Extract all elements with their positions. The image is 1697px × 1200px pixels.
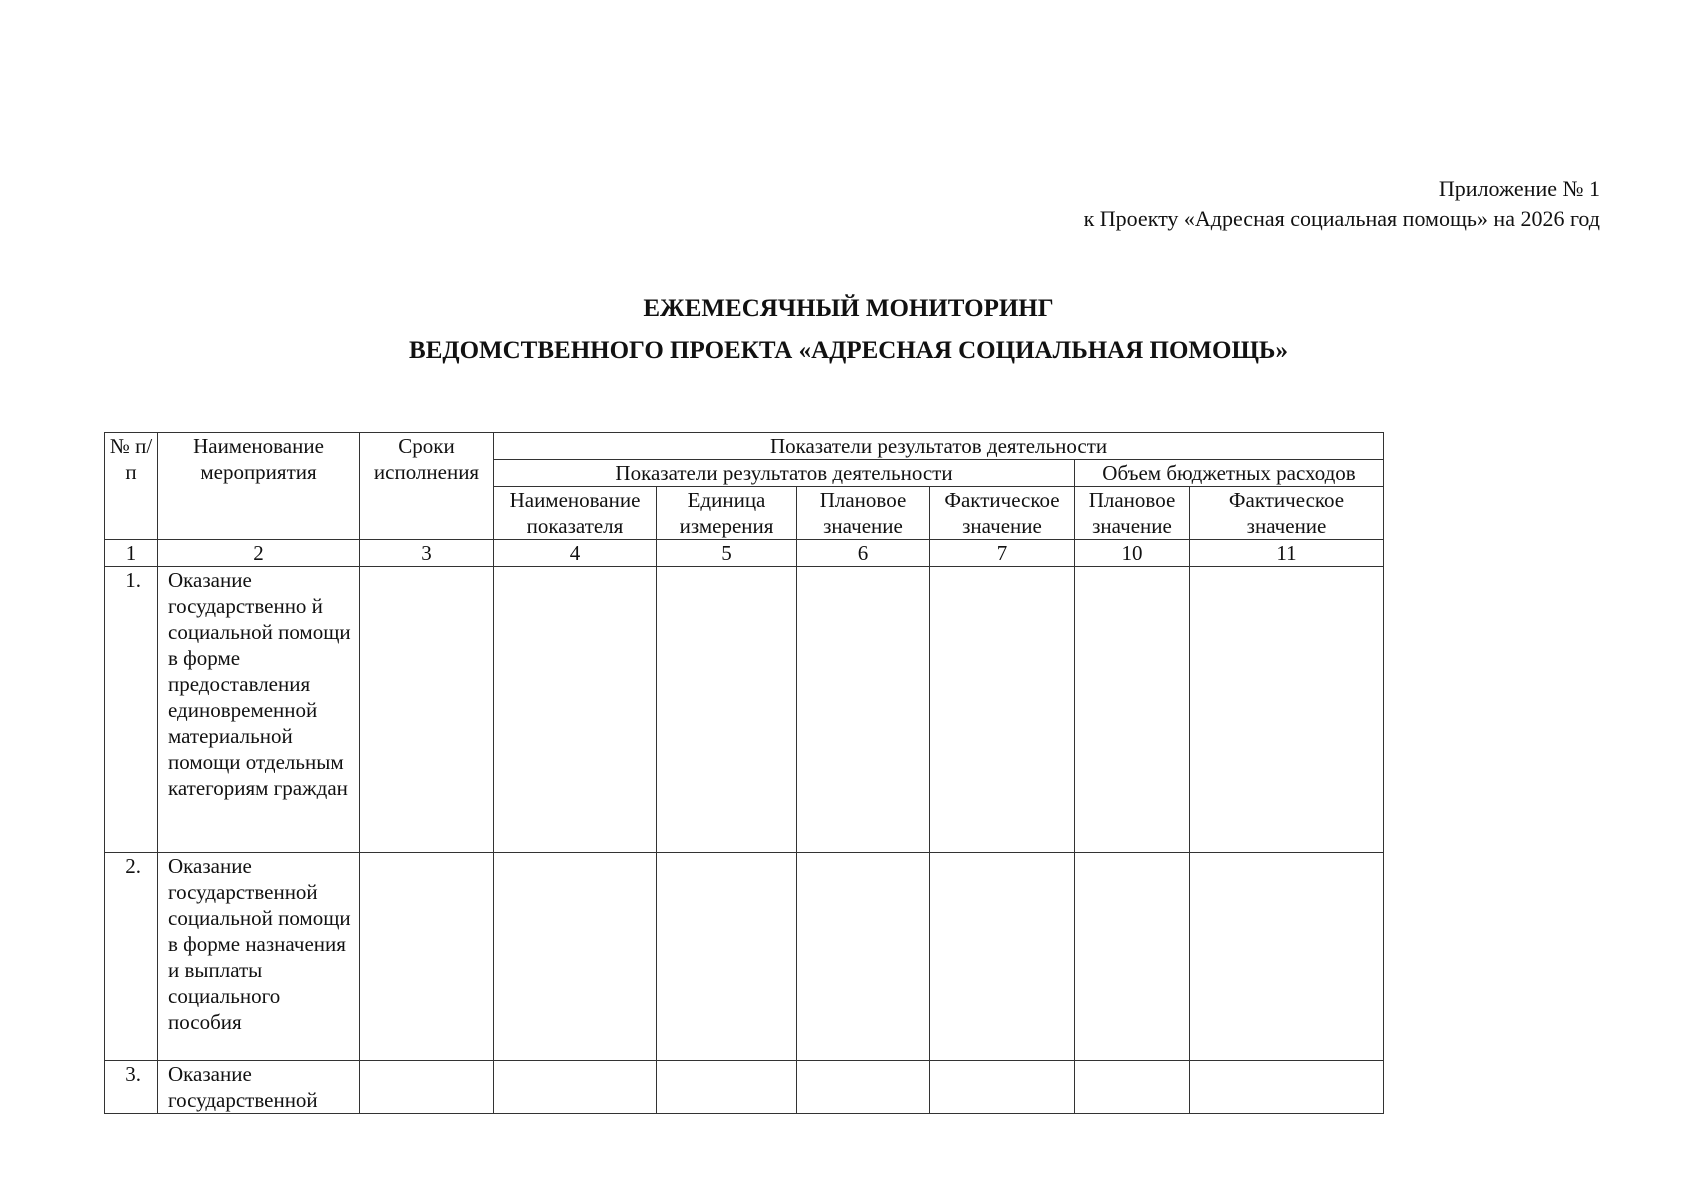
budget-actual-cell — [1190, 1061, 1384, 1114]
appendix-reference: к Проекту «Адресная социальная помощь» на 2026 год — [1083, 206, 1600, 231]
actual-value-cell — [930, 853, 1075, 1061]
header-actual-value: Фактическое значение — [930, 487, 1075, 540]
unit-cell — [657, 1061, 797, 1114]
indicator-name-cell — [494, 1061, 657, 1114]
column-number: 1 — [105, 540, 158, 567]
column-number: 11 — [1190, 540, 1384, 567]
header-num: № п/п — [105, 433, 158, 540]
planned-value-cell — [797, 853, 930, 1061]
header-unit: Единица измерения — [657, 487, 797, 540]
column-number: 5 — [657, 540, 797, 567]
unit-cell — [657, 567, 797, 853]
header-planned-value: Плановое значение — [797, 487, 930, 540]
deadline-cell — [360, 1061, 494, 1114]
column-number: 4 — [494, 540, 657, 567]
row-number: 2. — [105, 853, 158, 1061]
header-deadline: Сроки исполнения — [360, 433, 494, 540]
indicator-name-cell — [494, 853, 657, 1061]
column-number-row — [105, 540, 1384, 567]
planned-value-cell — [797, 1061, 930, 1114]
header-results-subgroup: Показатели результатов деятельности — [494, 460, 1075, 487]
event-name-cell: Оказание государственно й социальной помощи в форме предоставления единовременной материальной помощи отдельным категориям граждан — [158, 567, 360, 853]
appendix-note — [1084, 174, 1600, 234]
table-row — [105, 1061, 1384, 1114]
deadline-cell — [360, 853, 494, 1061]
actual-value-cell — [930, 567, 1075, 853]
row-number: 1. — [105, 567, 158, 853]
header-indicator-name: Наименование показателя — [494, 487, 657, 540]
header-budget-actual: Фактическое значение — [1190, 487, 1384, 540]
budget-planned-cell — [1075, 853, 1190, 1061]
monitoring-table — [104, 432, 1384, 1114]
indicator-name-cell — [494, 567, 657, 853]
document-title-line-2: ВЕДОМСТВЕННОГО ПРОЕКТА «АДРЕСНАЯ СОЦИАЛЬНАЯ ПОМОЩЬ» — [409, 337, 1288, 364]
header-budget-group: Объем бюджетных расходов — [1075, 460, 1384, 487]
column-number: 2 — [158, 540, 360, 567]
header-results-group: Показатели результатов деятельности — [494, 433, 1384, 460]
table-row — [105, 853, 1384, 1061]
appendix-number: Приложение № 1 — [1438, 176, 1600, 201]
planned-value-cell — [797, 567, 930, 853]
event-name-cell: Оказание государственной — [158, 1061, 360, 1114]
header-row-1 — [105, 433, 1384, 460]
deadline-cell — [360, 567, 494, 853]
document-title-line-1: ЕЖЕМЕСЯЧНЫЙ МОНИТОРИНГ — [643, 295, 1054, 322]
header-event-name: Наименование мероприятия — [158, 433, 360, 540]
header-budget-planned: Плановое значение — [1075, 487, 1190, 540]
budget-actual-cell — [1190, 567, 1384, 853]
column-number: 3 — [360, 540, 494, 567]
budget-planned-cell — [1075, 567, 1190, 853]
table-row — [105, 567, 1384, 853]
budget-planned-cell — [1075, 1061, 1190, 1114]
document-title — [0, 288, 1697, 372]
budget-actual-cell — [1190, 853, 1384, 1061]
column-number: 10 — [1075, 540, 1190, 567]
event-name-cell: Оказание государственной социальной помощи в форме назначения и выплаты социального пособия — [158, 853, 360, 1061]
column-number: 7 — [930, 540, 1075, 567]
column-number: 6 — [797, 540, 930, 567]
unit-cell — [657, 853, 797, 1061]
actual-value-cell — [930, 1061, 1075, 1114]
row-number: 3. — [105, 1061, 158, 1114]
